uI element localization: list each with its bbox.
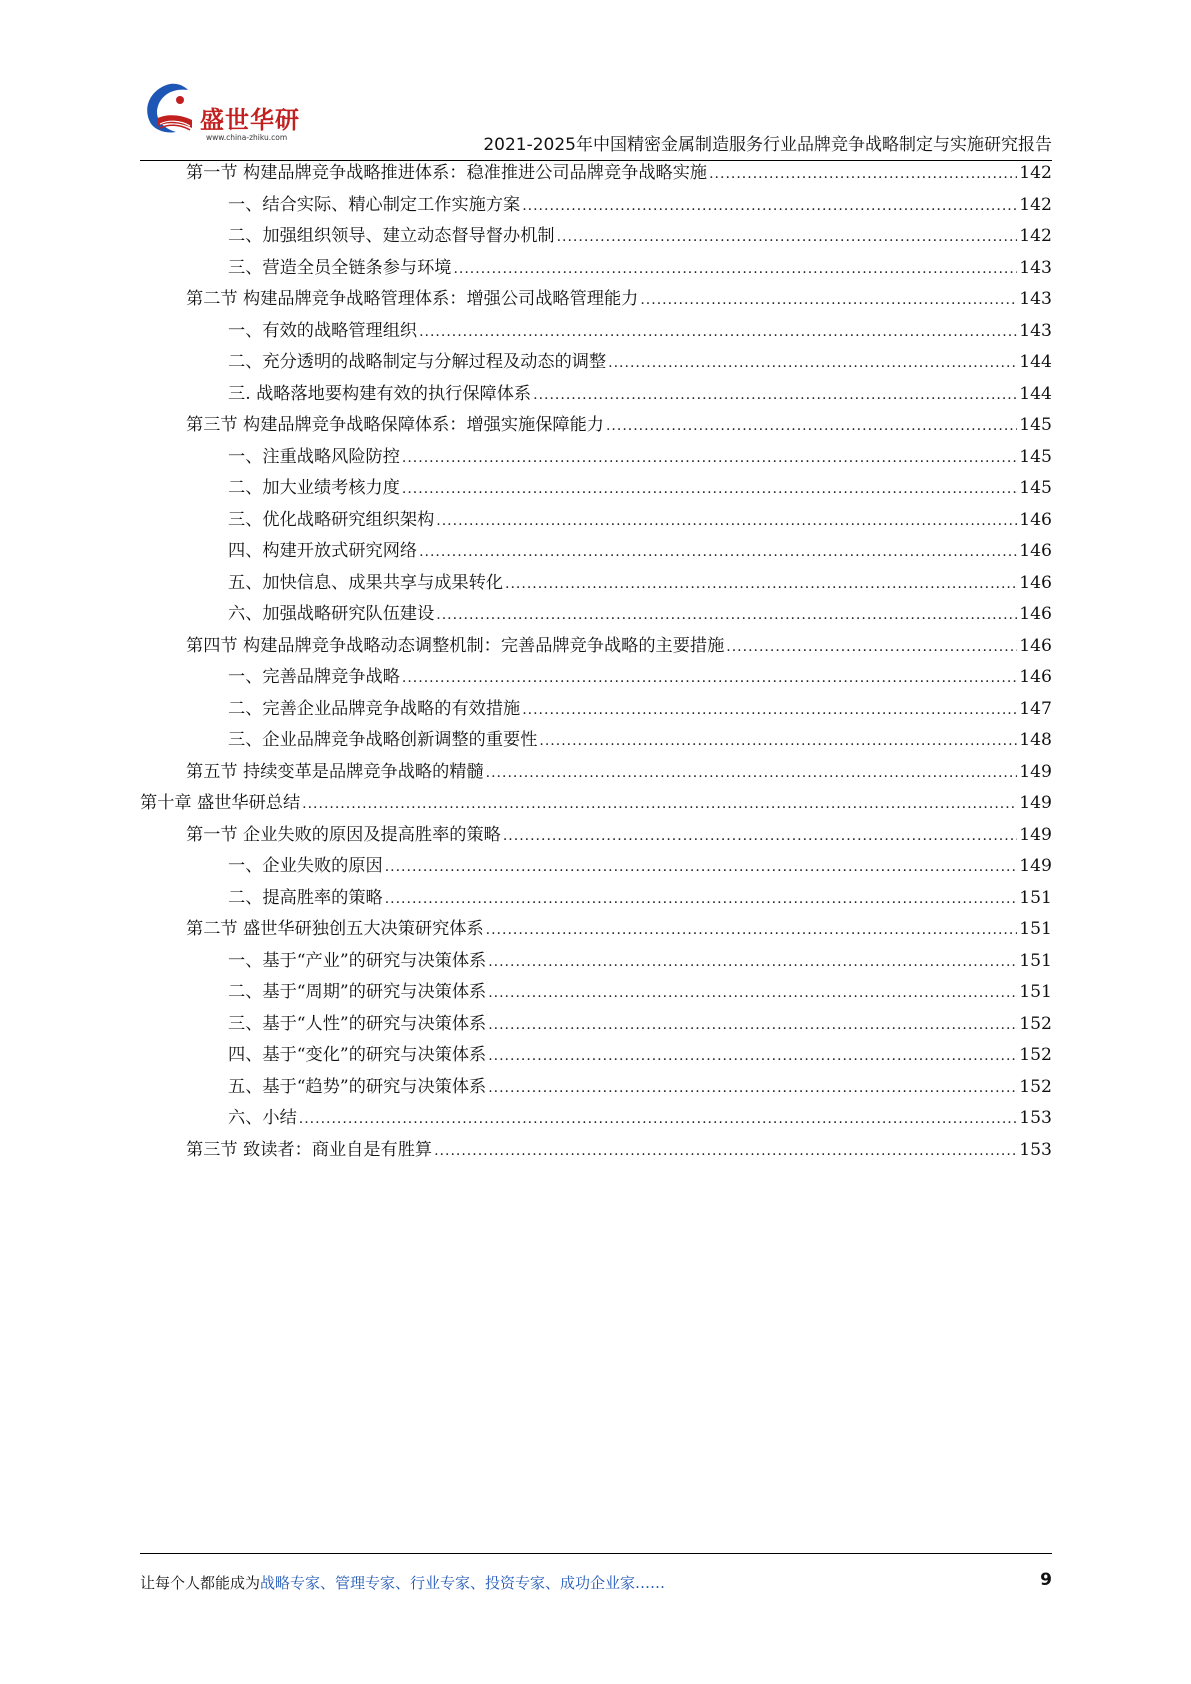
toc-entry-page: 153 xyxy=(1019,1139,1052,1160)
toc-dot-leader xyxy=(486,758,1018,790)
toc-entry-title: 第一节 构建品牌竞争战略推进体系：稳准推进公司品牌竞争战略实施 xyxy=(186,163,708,183)
toc-entry-title: 三、基于“人性”的研究与决策体系 xyxy=(228,1013,487,1034)
toc-entry[interactable] xyxy=(140,914,1052,946)
toc-entry[interactable] xyxy=(140,473,1052,505)
toc-entry[interactable] xyxy=(140,694,1052,726)
toc-entry-page: 149 xyxy=(1019,824,1052,845)
toc-dot-leader xyxy=(488,1010,1017,1042)
toc-entry[interactable] xyxy=(140,284,1052,316)
toc-entry[interactable] xyxy=(140,725,1052,757)
toc-entry-title: 五、加快信息、成果共享与成果转化 xyxy=(228,572,504,593)
toc-entry[interactable] xyxy=(140,158,1052,190)
toc-entry-page: 143 xyxy=(1019,257,1052,278)
toc-entry-page: 151 xyxy=(1019,919,1052,939)
toc-dot-leader xyxy=(486,915,1018,947)
toc-entry[interactable] xyxy=(140,1009,1052,1041)
toc-entry-page: 145 xyxy=(1019,478,1052,498)
toc-dot-leader xyxy=(726,632,1017,664)
toc-entry-page: 145 xyxy=(1019,415,1052,435)
toc-entry-page: 152 xyxy=(1019,1045,1052,1065)
toc-entry-title: 二、基于“周期”的研究与决策体系 xyxy=(228,982,487,1002)
toc-entry-title: 二、充分透明的战略制定与分解过程及动态的调整 xyxy=(228,352,607,372)
toc-entry-title: 第三节 致读者：商业自是有胜算 xyxy=(186,1139,433,1160)
toc-entry-page: 145 xyxy=(1019,446,1052,467)
company-logo xyxy=(140,78,310,148)
toc-entry[interactable] xyxy=(140,820,1052,852)
toc-entry-page: 151 xyxy=(1019,950,1052,971)
toc-entry-title: 三、营造全员全链条参与环境 xyxy=(228,257,452,278)
toc-entry[interactable] xyxy=(140,757,1052,789)
toc-entry-title: 一、基于“产业”的研究与决策体系 xyxy=(228,950,487,971)
toc-entry[interactable] xyxy=(140,347,1052,379)
logo-url: www.china-zhiku.com xyxy=(206,133,288,142)
toc-entry[interactable] xyxy=(140,536,1052,568)
toc-entry[interactable] xyxy=(140,1072,1052,1104)
toc-dot-leader xyxy=(488,947,1017,979)
toc-dot-leader xyxy=(488,1073,1017,1105)
toc-entry-title: 二、加大业绩考核力度 xyxy=(228,478,400,498)
toc-entry[interactable] xyxy=(140,568,1052,600)
toc-entry[interactable] xyxy=(140,977,1052,1009)
page-number: 9 xyxy=(1040,1570,1052,1590)
toc-entry-title: 一、完善品牌竞争战略 xyxy=(228,667,400,687)
toc-entry-title: 二、提高胜率的策略 xyxy=(228,887,383,908)
toc-entry-page: 152 xyxy=(1019,1076,1052,1097)
toc-entry-title: 一、企业失败的原因 xyxy=(228,856,383,876)
toc-entry-title: 三. 战略落地要构建有效的执行保障体系 xyxy=(228,383,532,404)
toc-entry-page: 146 xyxy=(1019,635,1052,656)
toc-entry-title: 第五节 持续变革是品牌竞争战略的精髓 xyxy=(186,761,484,782)
toc-entry[interactable] xyxy=(140,946,1052,978)
slogan-highlight: 战略专家、管理专家、行业专家、投资专家、成功企业家…… xyxy=(260,1574,666,1592)
toc-entry-page: 144 xyxy=(1019,383,1052,404)
toc-entry[interactable] xyxy=(140,1135,1052,1167)
toc-dot-leader xyxy=(522,695,1017,727)
toc-entry-page: 146 xyxy=(1019,572,1052,593)
toc-entry[interactable] xyxy=(140,221,1052,253)
toc-entry[interactable] xyxy=(140,599,1052,631)
toc-dot-leader xyxy=(299,1104,1017,1136)
toc-entry-title: 第二节 盛世华研独创五大决策研究体系 xyxy=(186,919,484,939)
toc-entry[interactable] xyxy=(140,190,1052,222)
toc-dot-leader xyxy=(419,537,1017,569)
toc-entry-page: 148 xyxy=(1019,730,1052,750)
toc-entry-page: 142 xyxy=(1019,163,1052,183)
toc-entry[interactable] xyxy=(140,662,1052,694)
toc-entry[interactable] xyxy=(140,883,1052,915)
toc-dot-leader xyxy=(488,1041,1017,1073)
slogan-prefix: 让每个人都能成为 xyxy=(140,1574,261,1592)
toc-entry-title: 六、加强战略研究队伍建设 xyxy=(228,604,435,624)
toc-entry-title: 四、构建开放式研究网络 xyxy=(228,541,418,561)
toc-entry-page: 146 xyxy=(1019,541,1052,561)
toc-entry[interactable] xyxy=(140,1103,1052,1135)
toc-entry[interactable] xyxy=(140,316,1052,348)
toc-dot-leader xyxy=(434,1136,1017,1168)
toc-entry-title: 三、企业品牌竞争战略创新调整的重要性 xyxy=(228,730,538,750)
logo-name: 盛世华研 xyxy=(200,106,300,134)
toc-entry-title: 四、基于“变化”的研究与决策体系 xyxy=(228,1045,487,1065)
toc-entry-page: 149 xyxy=(1019,856,1052,876)
toc-entry-title: 一、注重战略风险防控 xyxy=(228,446,400,467)
toc-entry[interactable] xyxy=(140,851,1052,883)
toc-entry-title: 第四节 构建品牌竞争战略动态调整机制：完善品牌竞争战略的主要措施 xyxy=(186,635,725,656)
toc-entry-title: 五、基于“趋势”的研究与决策体系 xyxy=(228,1076,487,1097)
toc-dot-leader xyxy=(453,254,1017,286)
toc-dot-leader xyxy=(640,285,1017,317)
toc-entry-page: 147 xyxy=(1019,698,1052,719)
toc-entry-page: 149 xyxy=(1019,793,1052,813)
toc-entry-page: 146 xyxy=(1019,509,1052,530)
toc-dot-leader xyxy=(402,443,1017,475)
toc-entry[interactable] xyxy=(140,788,1052,820)
toc-entry-title: 第一节 企业失败的原因及提高胜率的策略 xyxy=(186,824,501,845)
toc-entry[interactable] xyxy=(140,379,1052,411)
toc-entry-page: 146 xyxy=(1019,667,1052,687)
toc-entry-title: 第三节 构建品牌竞争战略保障体系：增强实施保障能力 xyxy=(186,415,604,435)
toc-dot-leader xyxy=(606,411,1017,443)
toc-entry-title: 一、结合实际、精心制定工作实施方案 xyxy=(228,194,521,215)
toc-entry-page: 142 xyxy=(1019,194,1052,215)
toc-entry[interactable] xyxy=(140,410,1052,442)
toc-entry-title: 二、加强组织领导、建立动态督导督办机制 xyxy=(228,226,555,246)
toc-dot-leader xyxy=(402,474,1017,506)
toc-dot-leader xyxy=(436,600,1017,632)
toc-entry-page: 149 xyxy=(1019,761,1052,782)
footer-slogan xyxy=(140,1572,665,1593)
toc-dot-leader xyxy=(436,506,1017,538)
toc-entry-title: 三、优化战略研究组织架构 xyxy=(228,509,435,530)
table-of-contents xyxy=(140,158,1052,1166)
toc-entry-title: 第二节 构建品牌竞争战略管理体系：增强公司战略管理能力 xyxy=(186,289,639,309)
toc-dot-leader xyxy=(608,348,1017,380)
toc-entry-page: 143 xyxy=(1019,289,1052,309)
toc-entry-page: 146 xyxy=(1019,604,1052,624)
toc-entry-page: 152 xyxy=(1019,1013,1052,1034)
toc-dot-leader xyxy=(402,663,1017,695)
toc-dot-leader xyxy=(503,821,1017,853)
toc-entry-title: 一、有效的战略管理组织 xyxy=(228,320,418,341)
toc-dot-leader xyxy=(385,884,1017,916)
toc-dot-leader xyxy=(419,317,1017,349)
footer-divider xyxy=(140,1553,1052,1554)
toc-entry-title: 二、完善企业品牌竞争战略的有效措施 xyxy=(228,698,521,719)
report-title: 2021-2025年中国精密金属制造服务行业品牌竞争战略制定与实施研究报告 xyxy=(483,135,1052,155)
toc-dot-leader xyxy=(557,222,1018,254)
toc-entry-title: 六、小结 xyxy=(228,1108,297,1128)
toc-entry-title: 第十章 盛世华研总结 xyxy=(140,793,301,813)
toc-entry-page: 151 xyxy=(1019,887,1052,908)
toc-entry-page: 153 xyxy=(1019,1108,1052,1128)
toc-dot-leader xyxy=(533,380,1017,412)
toc-entry-page: 144 xyxy=(1019,352,1052,372)
toc-entry[interactable] xyxy=(140,1040,1052,1072)
page-header xyxy=(140,78,1052,168)
toc-entry-page: 142 xyxy=(1019,226,1052,246)
toc-dot-leader xyxy=(709,159,1017,191)
toc-entry-page: 143 xyxy=(1019,320,1052,341)
toc-entry[interactable] xyxy=(140,253,1052,285)
toc-dot-leader xyxy=(505,569,1017,601)
toc-dot-leader xyxy=(522,191,1017,223)
toc-dot-leader xyxy=(488,978,1017,1010)
toc-entry[interactable] xyxy=(140,505,1052,537)
toc-entry[interactable] xyxy=(140,631,1052,663)
toc-entry[interactable] xyxy=(140,442,1052,474)
toc-dot-leader xyxy=(302,789,1017,821)
toc-entry-page: 151 xyxy=(1019,982,1052,1002)
toc-dot-leader xyxy=(539,726,1017,758)
toc-dot-leader xyxy=(385,852,1017,884)
